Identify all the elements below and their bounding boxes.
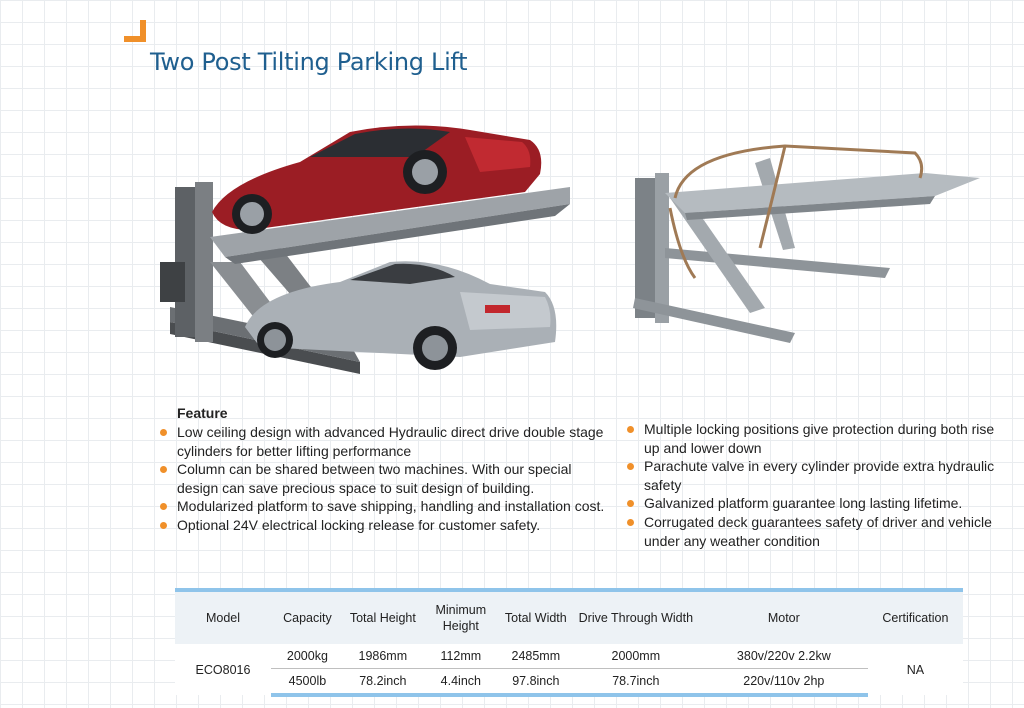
cell-drive-through-width: 78.7inch <box>572 669 700 696</box>
cell-total-height: 78.2inch <box>344 669 422 696</box>
header-minimum-height: Minimum Height <box>422 590 500 644</box>
bullet-icon <box>627 500 634 507</box>
cell-motor: 380v/220v 2.2kw <box>700 644 868 669</box>
feature-text: Modularized platform to save shipping, handling and installation cost. <box>177 498 605 515</box>
table-row <box>175 644 963 669</box>
cell-motor: 220v/110v 2hp <box>700 669 868 696</box>
cell-total-height: 1986mm <box>344 644 422 669</box>
bullet-icon <box>160 522 167 529</box>
lift-with-cars-image <box>150 112 580 377</box>
header-motor: Motor <box>700 590 868 644</box>
cell-minimum-height: 112mm <box>422 644 500 669</box>
page-title: Two Post Tilting Parking Lift <box>150 48 468 76</box>
bullet-icon <box>160 503 167 510</box>
header-certification: Certification <box>868 590 963 644</box>
header-total-width: Total Width <box>500 590 572 644</box>
feature-text: Low ceiling design with advanced Hydraulic direct drive double stage cylinders for better lifting performance <box>177 424 604 459</box>
feature-text: Multiple locking positions give protection during both rise up and lower down <box>644 421 995 456</box>
cell-drive-through-width: 2000mm <box>572 644 700 669</box>
lift-frame-image <box>625 138 995 343</box>
features-left-column <box>160 405 610 535</box>
feature-item <box>627 420 997 457</box>
header-total-height: Total Height <box>344 590 422 644</box>
feature-text: Corrugated deck guarantees safety of driver and vehicle under any weather condition <box>644 513 992 549</box>
cell-total-width: 2485mm <box>500 644 572 669</box>
feature-item <box>160 516 610 535</box>
spec-table-container <box>175 588 963 697</box>
bullet-icon <box>160 429 167 436</box>
feature-item <box>627 513 997 550</box>
feature-list-left <box>160 423 610 535</box>
cell-model: ECO8016 <box>175 644 271 695</box>
feature-heading: Feature <box>177 405 228 421</box>
header-capacity: Capacity <box>271 590 344 644</box>
cell-certification: NA <box>868 644 963 695</box>
header-drive-through-width: Drive Through Width <box>572 590 700 644</box>
feature-item <box>160 460 610 497</box>
bullet-icon <box>627 519 634 526</box>
cell-capacity: 4500lb <box>271 669 344 696</box>
feature-item <box>160 497 610 516</box>
bullet-icon <box>627 426 634 433</box>
feature-text: Galvanized platform guarantee long lasting lifetime. <box>644 495 963 512</box>
cell-total-width: 97.8inch <box>500 669 572 696</box>
feature-list-right <box>627 420 997 550</box>
feature-item <box>160 423 610 460</box>
features-right-column <box>627 420 997 550</box>
corner-arrow-icon <box>122 20 148 44</box>
bullet-icon <box>627 463 634 470</box>
table-row <box>175 669 963 696</box>
feature-item <box>627 494 997 513</box>
feature-item <box>627 457 997 494</box>
feature-text: Optional 24V electrical locking release for customer safety. <box>177 516 541 533</box>
feature-text: Column can be shared between two machines. With our special design can save precious space to suit design of building. <box>177 461 572 496</box>
spec-table <box>175 588 963 697</box>
cell-capacity: 2000kg <box>271 644 344 669</box>
table-header-row <box>175 590 963 644</box>
cell-minimum-height: 4.4inch <box>422 669 500 696</box>
bullet-icon <box>160 466 167 473</box>
feature-text: Parachute valve in every cylinder provide extra hydraulic safety <box>644 458 995 493</box>
header-model: Model <box>175 590 271 644</box>
